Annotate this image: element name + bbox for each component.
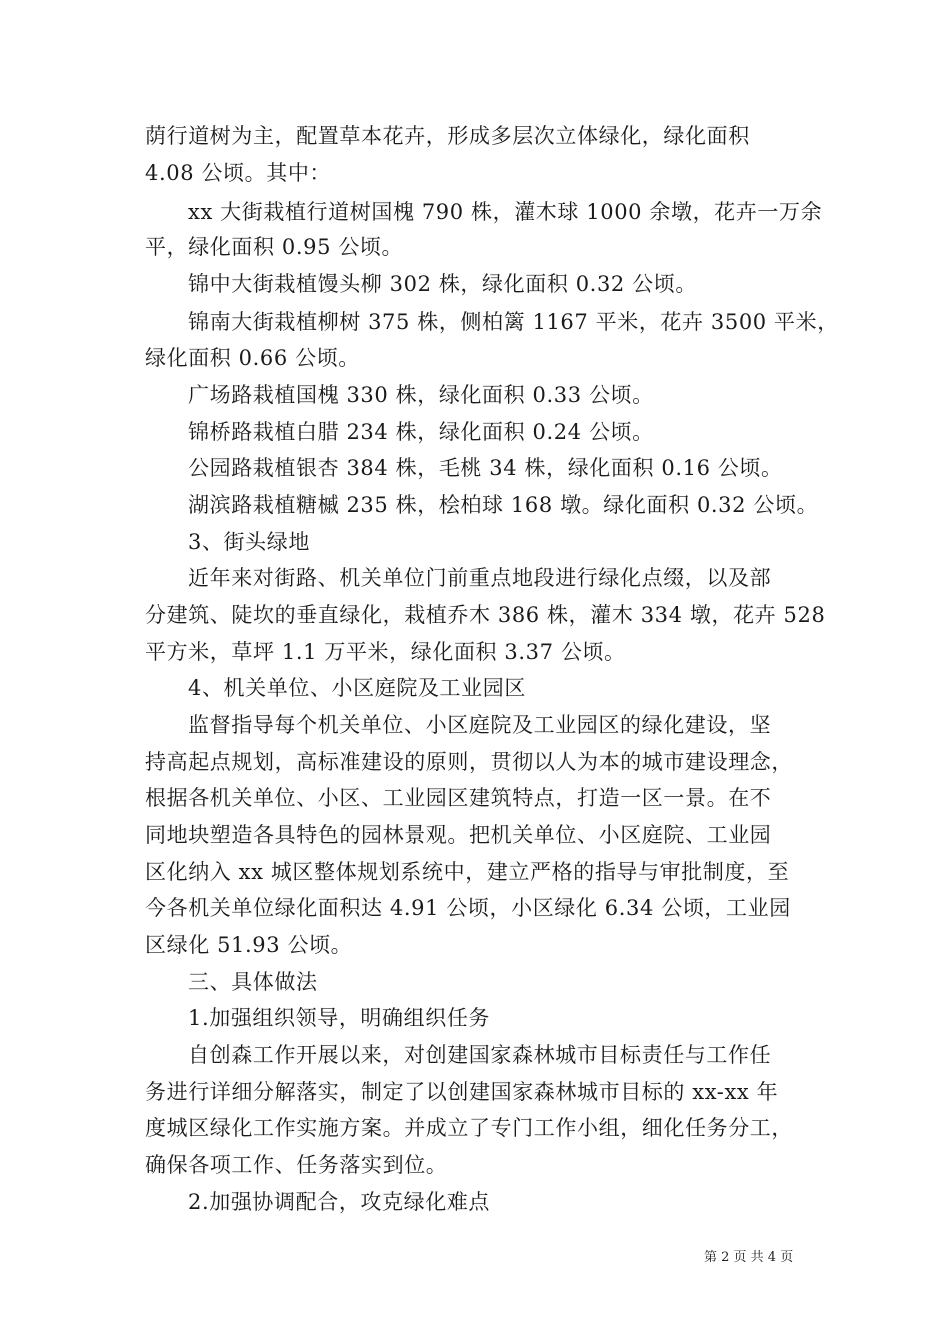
text-line: 同地块塑造各具特色的园林景观。把机关单位、小区庭院、工业园: [145, 823, 772, 847]
section-heading: 三、具体做法: [188, 970, 318, 994]
text-line: 广场路栽植国槐 330 株，绿化面积 0.33 公顷。: [188, 383, 654, 407]
section-heading: 2.加强协调配合，攻克绿化难点: [188, 1190, 491, 1214]
text-line: 湖滨路栽植糖槭 235 株，桧柏球 168 墩。绿化面积 0.32 公顷。: [188, 493, 819, 517]
text-line: 绿化面积 0.66 公顷。: [145, 346, 360, 370]
text-line: 务进行详细分解落实，制定了以创建国家森林城市目标的 xx-xx 年: [145, 1080, 779, 1104]
text-line: 分建筑、陡坎的垂直绿化，栽植乔木 386 株，灌木 334 墩，花卉 528: [145, 603, 826, 627]
text-line: 持高起点规划，高标准建设的原则，贯彻以人为本的城市建设理念，: [145, 750, 793, 774]
text-line: xx 大街栽植行道树国槐 790 株，灌木球 1000 余墩，花卉一万余: [188, 200, 823, 224]
text-line: 今各机关单位绿化面积达 4.91 公顷，小区绿化 6.34 公顷，工业园: [145, 896, 791, 920]
section-heading: 4、机关单位、小区庭院及工业园区: [188, 676, 526, 700]
page-number: 第 2 页 共 4 页: [704, 1250, 794, 1265]
text-line: 近年来对街路、机关单位门前重点地段进行绿化点缀，以及部: [188, 566, 772, 590]
text-line: 锦桥路栽植白腊 234 株，绿化面积 0.24 公顷。: [188, 420, 654, 444]
text-line: 区化纳入 xx 城区整体规划系统中，建立严格的指导与审批制度，至: [145, 860, 790, 884]
text-line: 锦南大街栽植柳树 375 株，侧柏篱 1167 平米，花卉 3500 平米，: [188, 310, 839, 334]
section-heading: 3、街头绿地: [188, 530, 310, 554]
text-line: 平方米，草坪 1.1 万平米，绿化面积 3.37 公顷。: [145, 640, 626, 664]
text-line: 根据各机关单位、小区、工业园区建筑特点，打造一区一景。在不: [145, 786, 772, 810]
text-line: 自创森工作开展以来，对创建国家森林城市目标责任与工作任: [188, 1043, 772, 1067]
text-line: 区绿化 51.93 公顷。: [145, 933, 353, 957]
text-line: 平，绿化面积 0.95 公顷。: [145, 235, 404, 259]
text-line: 度城区绿化工作实施方案。并成立了专门工作小组，细化任务分工，: [145, 1116, 793, 1140]
text-line: 公园路栽植银杏 384 株，毛桃 34 株，绿化面积 0.16 公顷。: [188, 456, 783, 480]
text-line: 4.08 公顷。其中：: [145, 161, 332, 185]
text-line: 锦中大街栽植馒头柳 302 株，绿化面积 0.32 公顷。: [188, 272, 697, 296]
text-line: 荫行道树为主，配置草本花卉，形成多层次立体绿化，绿化面积: [145, 124, 750, 148]
section-heading: 1.加强组织领导，明确组织任务: [188, 1006, 491, 1030]
text-line: 监督指导每个机关单位、小区庭院及工业园区的绿化建设，坚: [188, 713, 772, 737]
text-line: 确保各项工作、任务落实到位。: [145, 1153, 448, 1177]
